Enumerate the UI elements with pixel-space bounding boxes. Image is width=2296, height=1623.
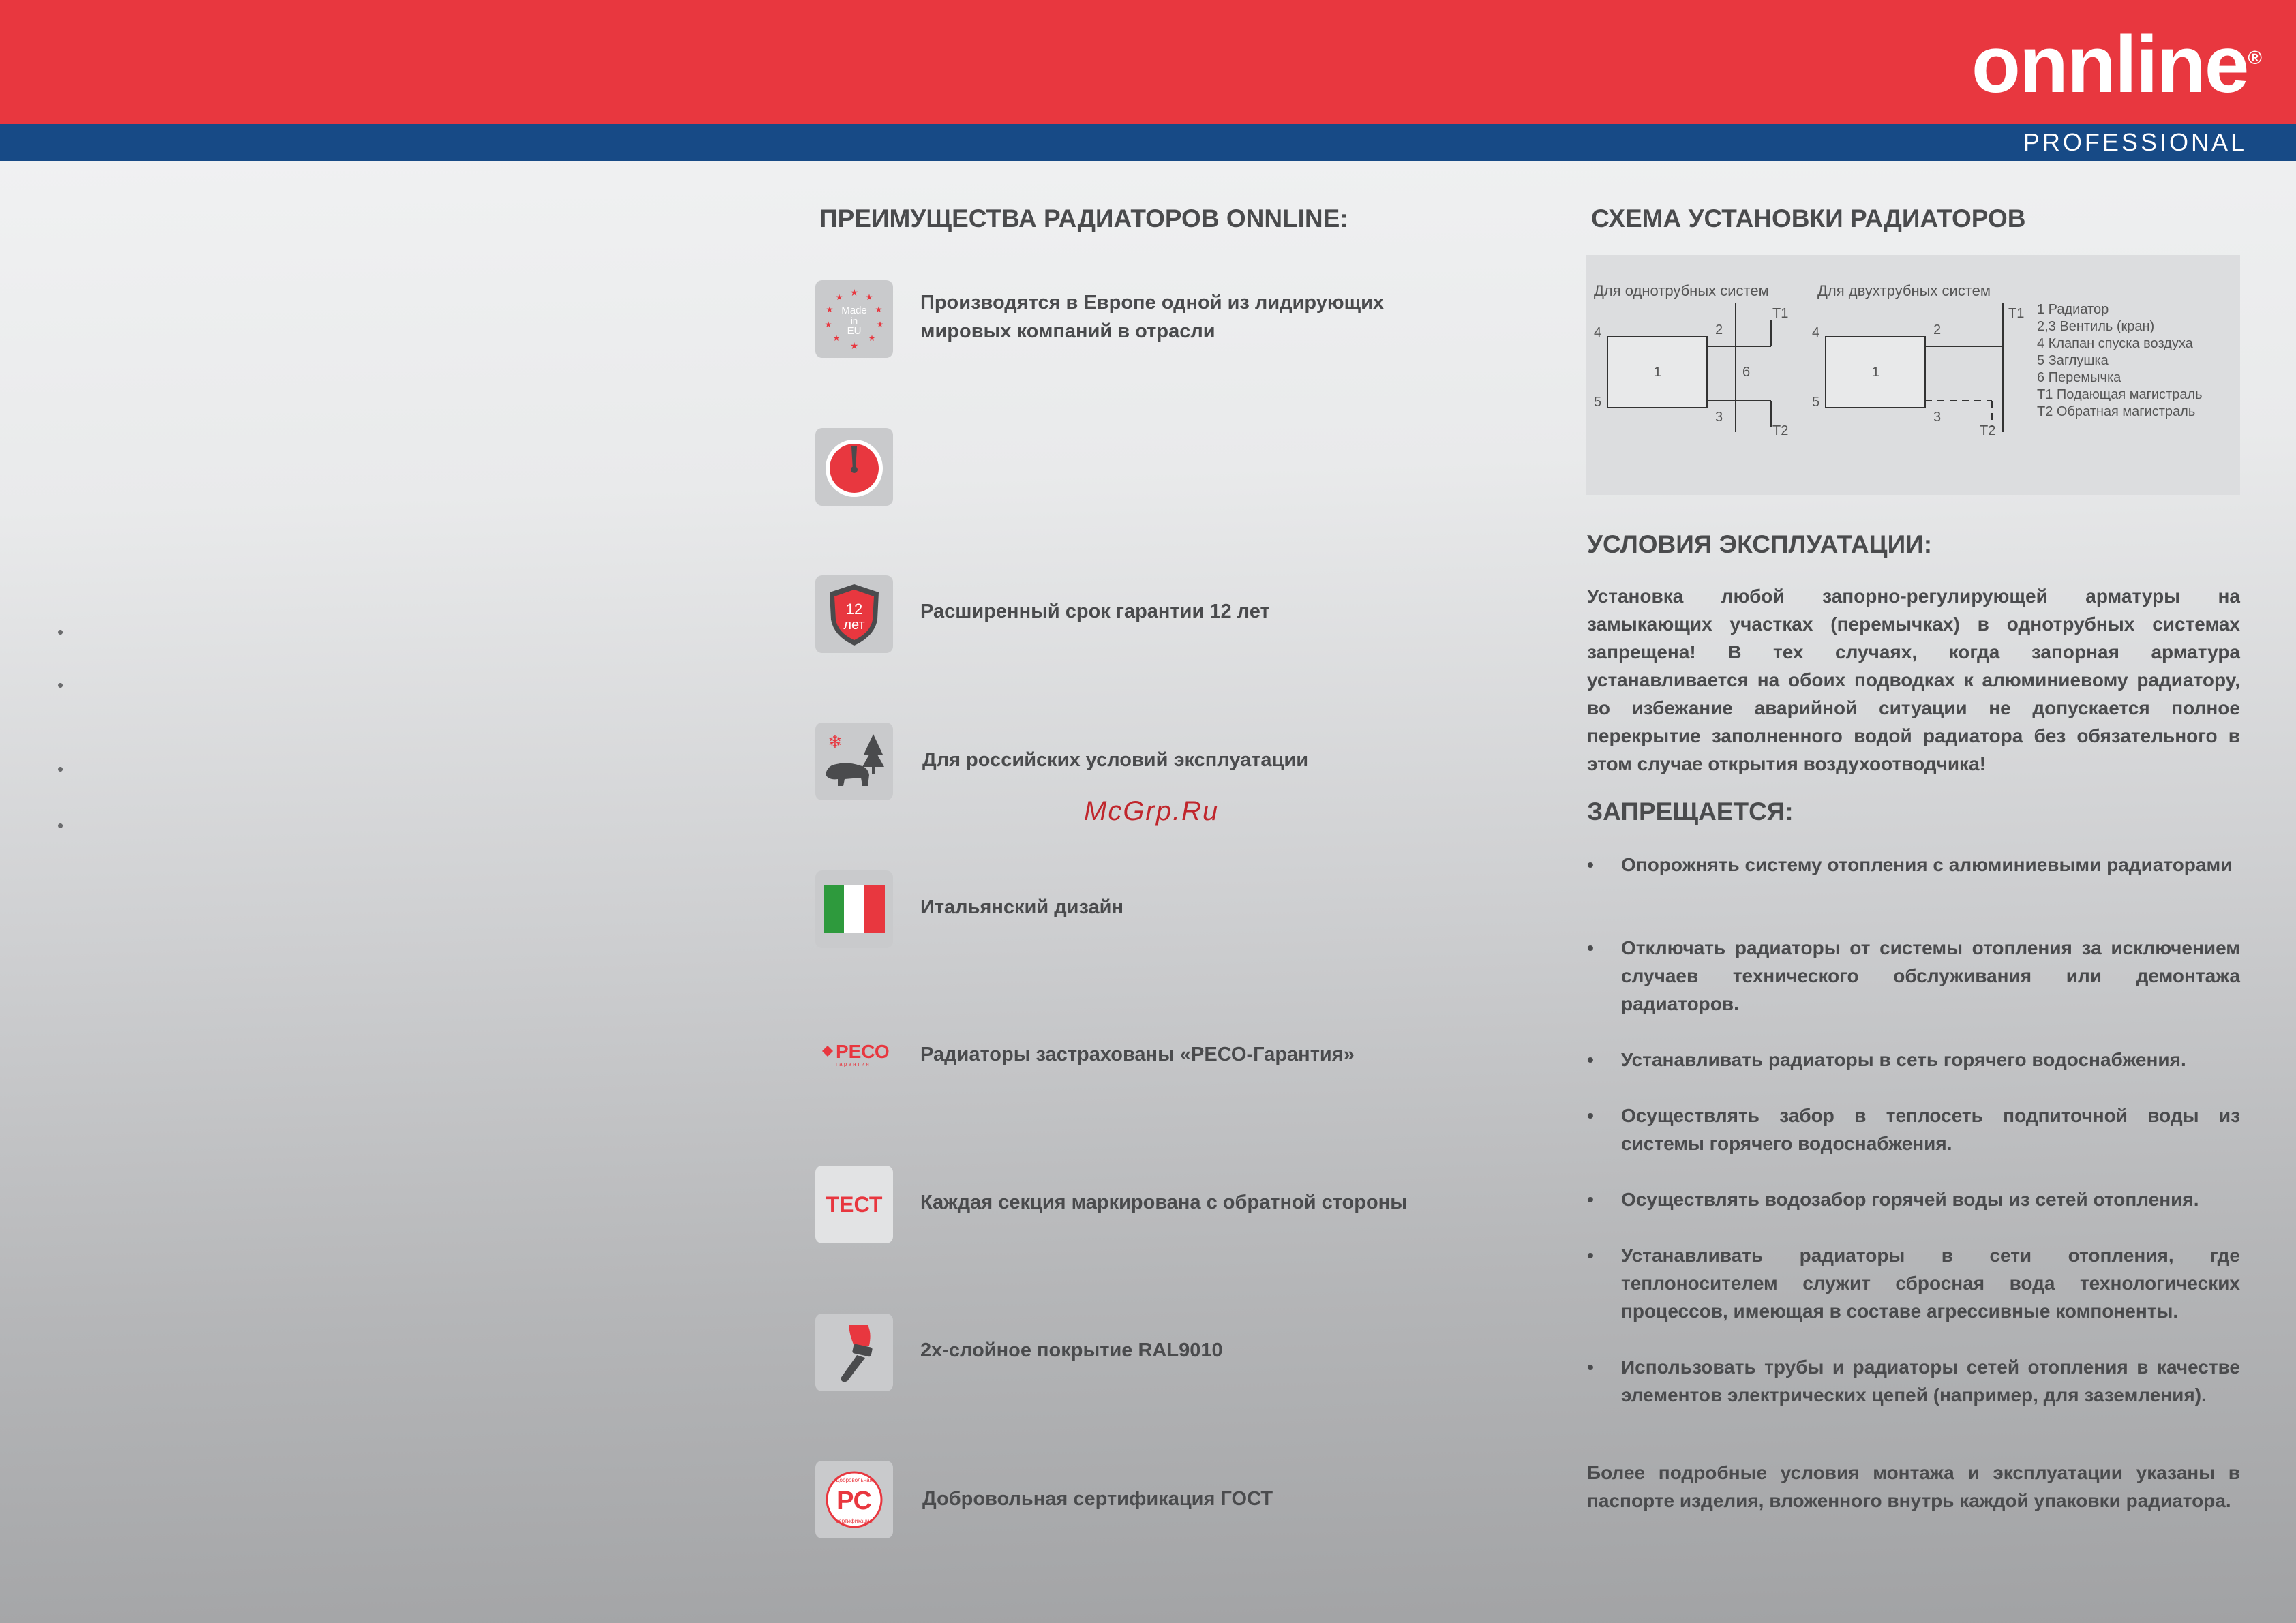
svg-text:Т2: Т2	[1772, 423, 1789, 438]
svg-text:4: 4	[1594, 325, 1602, 340]
svg-text:5: 5	[1812, 395, 1820, 410]
svg-text:сертификация: сертификация	[836, 1518, 873, 1524]
svg-text:★: ★	[875, 305, 883, 314]
svg-text:1 Радиатор: 1 Радиатор	[2037, 302, 2109, 317]
double-pipe-label: Для двухтрубных систем	[1817, 282, 1991, 299]
advantage-text: Радиаторы застрахованы «РЕСО-Гарантия»	[920, 1044, 1355, 1065]
conditions-text: Установка любой запорно-регулирующей арматуры на замыкающих участках (перемычках) в однотрубных системах запрещена! В тех случаях, когда запорная арматура устанавливается на обоих подводках к алюминиевому радиатору, во избежание аварийной ситуации не допускается полное перекрытие заполненного водой радиатора без обязательного в этом случае открытия воздухоотводчика!	[1587, 586, 2240, 774]
left-bullet: •	[57, 815, 64, 836]
header-bar	[0, 0, 2296, 124]
advantage-text: Производятся в Европе одной из лидирующих мировых компаний в отрасли	[920, 292, 1385, 342]
gost-cert-icon	[815, 1461, 893, 1538]
svg-text:РС: РС	[836, 1487, 872, 1515]
paint-brush-icon	[815, 1314, 893, 1391]
watermark: McGrp.Ru	[1084, 796, 1220, 826]
svg-text:5: 5	[1594, 395, 1602, 410]
made-in-eu-icon	[815, 280, 893, 358]
svg-text:★: ★	[849, 340, 859, 351]
left-bullet: •	[57, 675, 64, 695]
svg-text:Т2 Обратная магистраль: Т2 Обратная магистраль	[2037, 404, 2196, 419]
svg-text:3: 3	[1715, 410, 1723, 425]
svg-text:Т1: Т1	[1772, 306, 1789, 321]
svg-text:★: ★	[865, 292, 873, 302]
onnline-logo: onnline®	[1971, 20, 2261, 110]
schema-legend	[2037, 302, 2203, 419]
advantage-text: Итальянский дизайн	[920, 896, 1123, 918]
forbidden-item: • Устанавливать радиаторы в сеть горячего водоснабжения.	[1587, 1049, 2186, 1070]
advantage-text: Добровольная сертификация ГОСТ	[922, 1488, 1273, 1510]
advantage-text: Для российских условий эксплуатации	[922, 749, 1309, 771]
svg-text:❄: ❄	[828, 731, 843, 752]
conditions-title: УСЛОВИЯ ЭКСПЛУАТАЦИИ:	[1587, 530, 1933, 558]
svg-text:2,3 Вентиль (кран): 2,3 Вентиль (кран)	[2037, 319, 2155, 334]
svg-text:2: 2	[1715, 322, 1723, 337]
footer-note: Более подробные условия монтажа и эксплуатации указаны в паспорте изделия, вложенного внутрь каждой упаковки радиатора.	[1587, 1462, 2240, 1511]
svg-text:5 Заглушка: 5 Заглушка	[2037, 353, 2109, 368]
svg-text:лет: лет	[843, 618, 865, 633]
advantage-text: Каждая секция маркирована с обратной стороны	[920, 1192, 1407, 1213]
reso-logo-icon	[815, 1018, 893, 1095]
svg-text:г а р а н т и я: г а р а н т и я	[836, 1061, 869, 1067]
forbidden-item: • Использовать трубы и радиаторы сетей отопления в качестве элементов электрических цепей (например, для заземления).	[1587, 1356, 2240, 1406]
advantage-text: 2х-слойное покрытие RAL9010	[920, 1339, 1223, 1361]
svg-text:12: 12	[845, 601, 863, 618]
test-mark-icon: ТЕСТ	[815, 1166, 893, 1243]
pressure-gauge-icon	[815, 428, 893, 506]
svg-text:2: 2	[1933, 322, 1942, 337]
forbidden-item: • Опорожнять систему отопления с алюминиевыми радиаторами	[1587, 854, 2233, 875]
italy-flag-icon	[815, 870, 893, 948]
svg-text:4 Клапан спуска воздуха: 4 Клапан спуска воздуха	[2037, 336, 2193, 351]
advantages-title: ПРЕИМУЩЕСТВА РАДИАТОРОВ ONNLINE:	[819, 204, 1348, 232]
svg-text:Т2: Т2	[1980, 423, 1996, 438]
svg-text:Добровольная: Добровольная	[836, 1477, 873, 1483]
svg-text:★: ★	[876, 320, 884, 329]
svg-text:3: 3	[1933, 410, 1942, 425]
forbidden-item: • Устанавливать радиаторы в сети отопления, где теплоносителем служит сбросная вода технологических процессов, имеющая в составе агрессивные компоненты.	[1587, 1245, 2240, 1322]
svg-text:★: ★	[832, 333, 841, 343]
svg-text:1: 1	[1872, 365, 1880, 380]
bear-snow-icon	[815, 723, 893, 800]
advantage-text: Расширенный срок гарантии 12 лет	[920, 601, 1270, 622]
forbidden-title: ЗАПРЕЩАЕТСЯ:	[1587, 798, 1794, 825]
svg-text:РЕСО: РЕСО	[836, 1041, 890, 1062]
svg-text:★: ★	[835, 292, 843, 302]
forbidden-item: • Осуществлять забор в теплосеть подпиточной воды из системы горячего водоснабжения.	[1587, 1105, 2240, 1154]
header-tagline: PROFESSIONAL	[2023, 128, 2247, 156]
warranty-shield-icon	[815, 575, 893, 653]
schema-title: СХЕМА УСТАНОВКИ РАДИАТОРОВ	[1591, 204, 2026, 232]
svg-text:EU: EU	[847, 325, 862, 337]
single-pipe-label: Для однотрубных систем	[1594, 282, 1769, 299]
forbidden-item: • Осуществлять водозабор горячей воды из сетей отопления.	[1587, 1189, 2199, 1210]
svg-text:6: 6	[1742, 365, 1751, 380]
svg-text:6 Перемычка: 6 Перемычка	[2037, 370, 2121, 385]
svg-text:Made: Made	[841, 305, 867, 316]
svg-text:★: ★	[824, 320, 832, 329]
svg-text:Т1: Т1	[2008, 306, 2025, 321]
svg-text:4: 4	[1812, 325, 1820, 340]
svg-text:in: in	[850, 316, 858, 326]
forbidden-item: • Отключать радиаторы от системы отопления за исключением случаев технического обслуживания или демонтажа радиаторов.	[1587, 937, 2240, 1014]
svg-text:1: 1	[1654, 365, 1662, 380]
left-bullet: •	[57, 622, 64, 642]
svg-text:★: ★	[826, 305, 834, 314]
svg-text:★: ★	[849, 287, 859, 298]
left-bullet: •	[57, 759, 64, 779]
svg-text:Т1 Подающая магистраль: Т1 Подающая магистраль	[2037, 387, 2203, 402]
svg-text:★: ★	[868, 333, 876, 343]
header-subbar	[0, 124, 2296, 161]
installation-schema	[1586, 255, 2240, 495]
